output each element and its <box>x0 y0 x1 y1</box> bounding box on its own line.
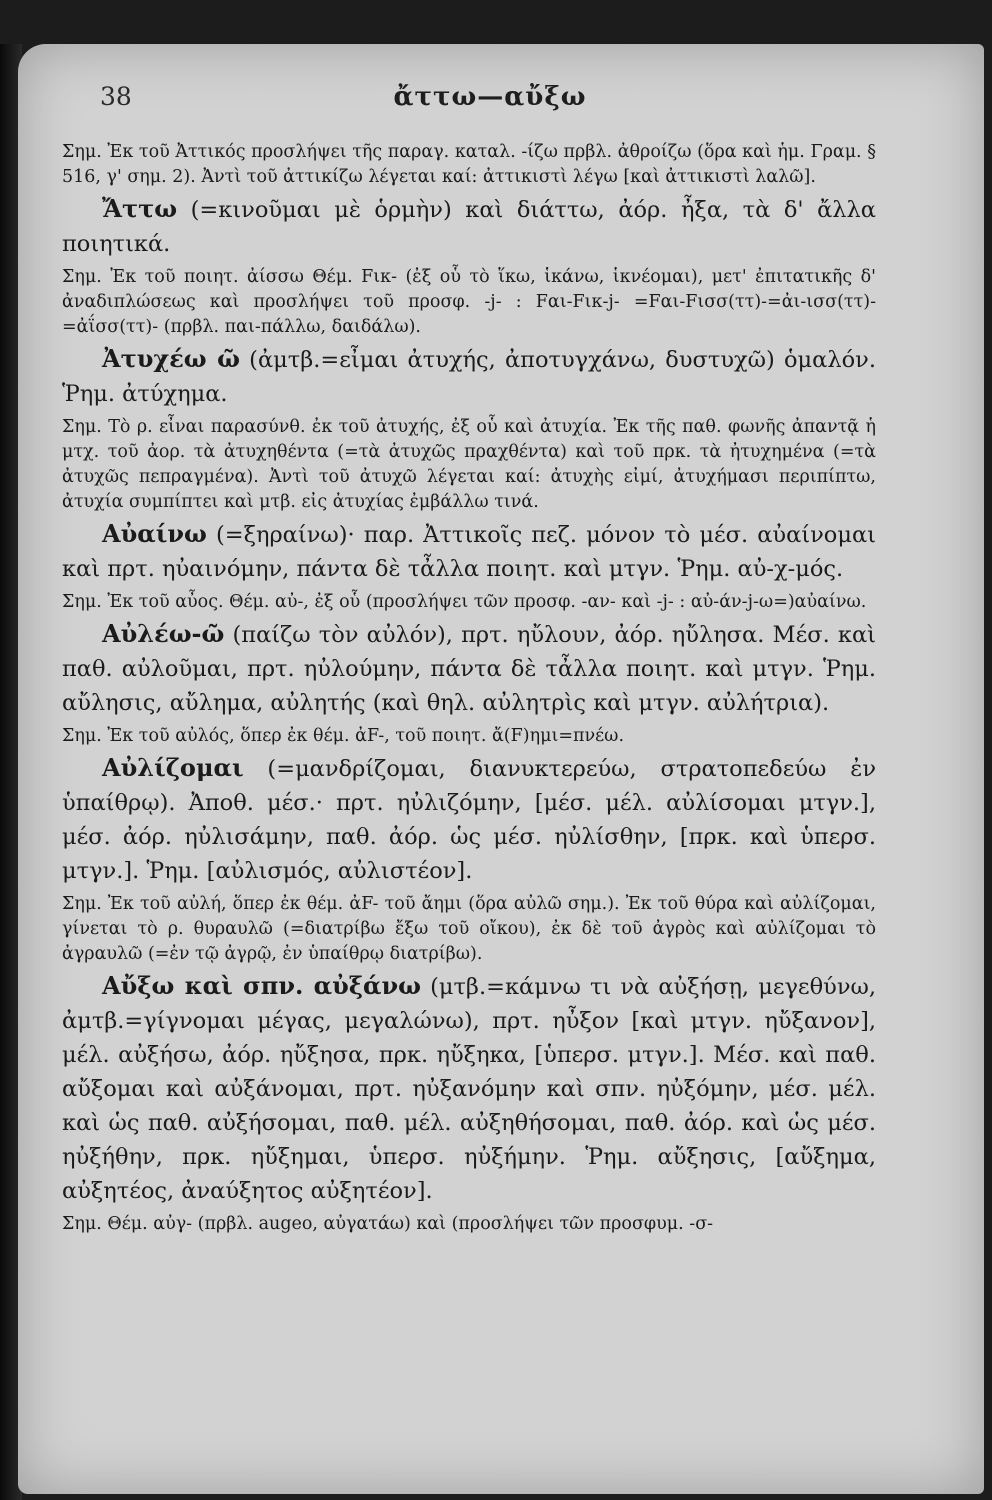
dictionary-entry <box>62 192 876 261</box>
entry-lemma: Ἄττω <box>102 194 178 223</box>
entry-lemma: Αὐαίνω <box>102 519 207 548</box>
dictionary-body <box>62 140 876 1239</box>
note-text: Σημ. Τὸ ρ. εἶναι παρασύνθ. ἐκ τοῦ ἀτυχής, ἐξ οὗ καὶ ἀτυχία. Ἐκ τῆς παθ. φωνῆς ἀπαντᾷ ἡ μτχ. τοῦ ἀορ. τὰ ἀτυχηθέντα (=τὰ ἀτυχῶς πραχθέντα) καὶ τοῦ πρκ. τὰ ἠτυχημένα (=τὰ ἀτυχῶς πεπραγμένα). Ἀντὶ τοῦ ἀτυχῶ λέγεται καί: ἀτυχὴς εἰμί, ἀτυχήμασι περιπίπτω, ἀτυχία συμπίπτει καὶ μτβ. εἰς ἀτυχίας ἐμβάλλω τινά. <box>62 417 876 512</box>
note-text: Σημ. Ἐκ τοῦ ποιητ. ἀίσσω Θέμ. Fικ- (ἐξ οὗ τὸ ἵκω, ἱκάνω, ἱκνέομαι), μετ' ἐπιτατικῆς δ' ἀναδιπλώσεως καὶ προσλήψει τοῦ προσφ. -j- : Fαι-Fικ-j- =Fαι-Fισσ(ττ)-=ἀι-ισσ(ττ)-=ἀΐσσ(ττ)- (πρβλ. παι-πάλλω, δαιδάλω). <box>62 267 876 337</box>
entry-text: (=μανδρίζομαι, διανυκτερεύω, στρατοπεδεύω ἐν ὑπαίθρῳ). Ἀποθ. μέσ.· πρτ. ηὐλιζόμην, [μέσ. μέλ. αὐλίσομαι μτγν.], μέσ. ἀόρ. ηὐλισάμην, παθ. ἀόρ. ὡς μέσ. ηὐλίσθην, [πρκ. καὶ ὑπερσ. μτγν.]. Ῥημ. [αὐλισμός, αὐλιστέον]. <box>62 756 876 884</box>
entry-lemma: Αὔξω καὶ σπν. αὐξάνω <box>102 971 421 1000</box>
entry-lemma: Αὐλίζομαι <box>102 753 244 782</box>
grammar-note <box>62 892 876 967</box>
entry-lemma: Ἀτυχέω ῶ <box>102 344 240 373</box>
entry-text: (παίζω τὸν αὐλόν), πρτ. ηὔλουν, ἀόρ. ηὔλησα. Μέσ. καὶ παθ. αὐλοῦμαι, πρτ. ηὐλούμην, πάντα δὲ τἆλλα ποιητ. καὶ μτγν. Ῥημ. αὔλησις, αὔλημα, αὐλητής (καὶ θηλ. αὐλητρὶς καὶ μτγν. αὐλήτρια). <box>62 622 876 716</box>
note-text: Σημ. Θέμ. αὐγ- (πρβλ. augeo, αὐγατάω) καὶ (προσλήψει τῶν προσφυμ. -σ- <box>62 1214 714 1234</box>
entry-lemma: Αὐλέω-ῶ <box>102 619 225 648</box>
dictionary-entry <box>62 969 876 1208</box>
entry-text: (=ξηραίνω)· παρ. Ἀττικοῖς πεζ. μόνον τὸ μέσ. αὐαίνομαι καὶ πρτ. ηὐαινόμην, πάντα δὲ τἆλλα ποιητ. καὶ μτγν. Ῥημ. αὐ-χ-μός. <box>62 522 876 582</box>
dictionary-entry <box>62 751 876 888</box>
page-number: 38 <box>100 82 132 111</box>
entry-text: (ἀμτβ.=εἶμαι ἀτυχής, ἀποτυγχάνω, δυστυχῶ) ὁμαλόν. Ῥημ. ἀτύχημα. <box>62 347 876 407</box>
note-text: Σημ. Ἐκ τοῦ αὐλή, ὅπερ ἐκ θέμ. ἀF- τοῦ ἄημι (ὅρα αὐλῶ σημ.). Ἐκ τοῦ θύρα καὶ αὐλίζομαι, γίνεται τὸ ρ. θυραυλῶ (=διατρίβω ἔξω τοῦ οἴκου), ἐκ δὲ τοῦ ἀγρὸς καὶ αὐλίζομαι τὸ ἀγραυλῶ (=ἐν τῷ ἀγρῷ, ἐν ὑπαίθρῳ διατρίβω). <box>62 894 876 964</box>
grammar-note <box>62 140 876 190</box>
note-text: Σημ. Ἐκ τοῦ αὐλός, ὅπερ ἐκ θέμ. ἀF-, τοῦ ποιητ. ἄ(F)ημι=πνέω. <box>62 726 625 746</box>
running-head: ἄττω—αὔξω <box>393 82 587 112</box>
entry-text: (μτβ.=κάμνω τι νὰ αὐξήσῃ, μεγεθύνω, ἀμτβ.=γίγνομαι μέγας, μεγαλώνω), πρτ. ηὖξον [καὶ μτγν. ηὔξανον], μέλ. αὐξήσω, ἀόρ. ηὔξησα, πρκ. ηὔξηκα, [ὑπερσ. μτγν.]. Μέσ. καὶ παθ. αὔξομαι καὶ αὐξάνομαι, πρτ. ηὐξανόμην καὶ σπν. ηὐξόμην, μέσ. μέλ. καὶ ὡς παθ. αὐξήσομαι, παθ. μέλ. αὐξηθήσομαι, παθ. ἀόρ. καὶ ὡς μέσ. ηὐξήθην, πρκ. ηὔξημαι, ὑπερσ. ηὐξήμην. Ῥημ. αὔξησις, [αὔξημα, αὐξητέος, ἀναύξητος αὐξητέον]. <box>62 974 876 1204</box>
grammar-note <box>62 724 876 749</box>
grammar-note <box>62 590 876 615</box>
dictionary-entry <box>62 517 876 586</box>
dictionary-entry <box>62 342 876 411</box>
dictionary-entry <box>62 617 876 720</box>
grammar-note <box>62 265 876 340</box>
note-text: Σημ. Ἐκ τοῦ αὖος. Θέμ. αὐ-, ἐξ οὗ (προσλήψει τῶν προσφ. -αν- καὶ -j- : αὐ-άν-j-ω=)αὐαίνω. <box>62 592 867 612</box>
entry-text: (=κινοῦμαι μὲ ὁρμὴν) καὶ διάττω, ἀόρ. ἦξα, τὰ δ' ἄλλα ποιητικά. <box>62 197 876 257</box>
note-text: Σημ. Ἐκ τοῦ Ἀττικός προσλήψει τῆς παραγ. καταλ. -ίζω πρβλ. ἀθροίζω (ὅρα καὶ ἡμ. Γραμ. § 516, γ' σημ. 2). Ἀντὶ τοῦ ἀττικίζω λέγεται καί: ἀττικιστὶ λέγω [καὶ ἀττικιστὶ λαλῶ]. <box>62 142 876 187</box>
grammar-note <box>62 415 876 515</box>
page-header <box>100 82 880 122</box>
grammar-note <box>62 1212 876 1237</box>
